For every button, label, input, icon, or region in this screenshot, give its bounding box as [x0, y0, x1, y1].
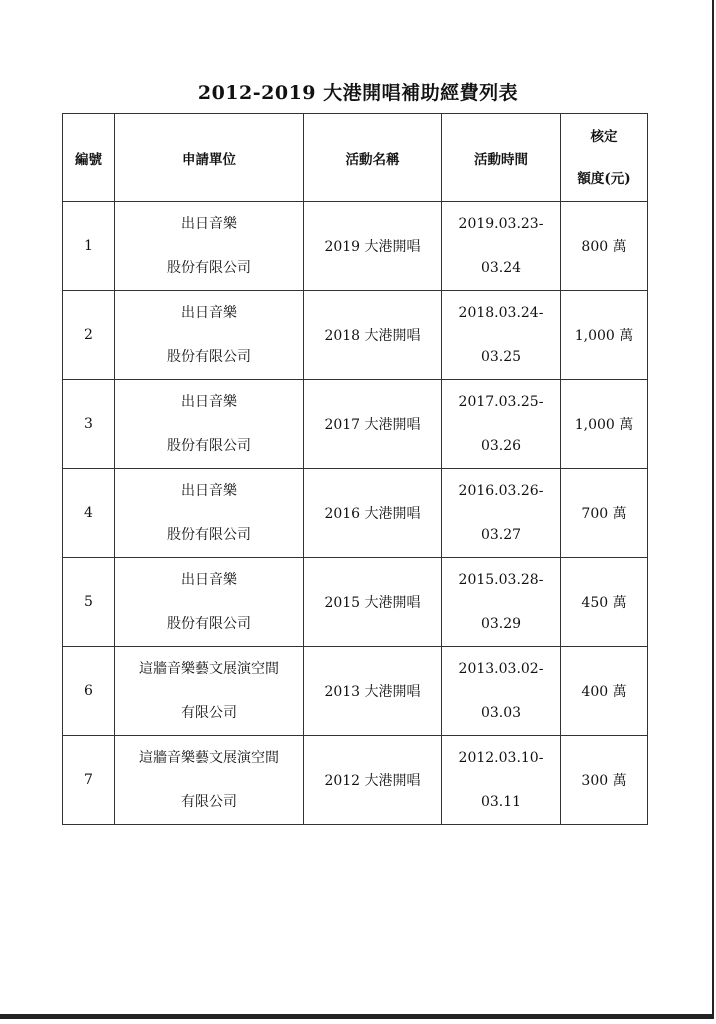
header-amount-line1: 核定: [590, 128, 618, 145]
cell-unit-line2: 股份有限公司: [167, 527, 251, 543]
cell-name: 2016 大港開唱: [304, 469, 442, 558]
header-unit: 申請單位: [115, 114, 304, 202]
cell-amount: 400 萬: [561, 647, 648, 736]
cell-amount: 300 萬: [561, 736, 648, 825]
cell-name: 2012 大港開唱: [304, 736, 442, 825]
cell-no: 5: [63, 558, 115, 647]
cell-time-line1: 2019.03.23-: [458, 216, 544, 232]
cell-no: 4: [63, 469, 115, 558]
cell-amount: 1,000 萬: [561, 291, 648, 380]
cell-time-line2: 03.24: [480, 260, 522, 276]
cell-unit-line1: 這牆音樂藝文展演空間: [139, 750, 279, 766]
cell-unit-line2: 股份有限公司: [167, 438, 251, 454]
cell-time-line2: 03.27: [480, 527, 522, 543]
cell-unit-line2: 有限公司: [181, 794, 237, 810]
cell-time-line1: 2018.03.24-: [458, 305, 544, 321]
cell-name: 2013 大港開唱: [304, 647, 442, 736]
header-time: 活動時間: [442, 114, 561, 202]
cell-unit-line1: 出日音樂: [181, 572, 237, 588]
cell-unit-line2: 有限公司: [181, 705, 237, 721]
cell-name: 2015 大港開唱: [304, 558, 442, 647]
cell-no: 3: [63, 380, 115, 469]
cell-unit-line2: 股份有限公司: [167, 260, 251, 276]
table-row: [63, 291, 648, 380]
cell-unit: [115, 736, 304, 825]
cell-unit-line1: 出日音樂: [181, 394, 237, 410]
table-row: [63, 380, 648, 469]
cell-time-line1: 2016.03.26-: [458, 483, 544, 499]
cell-time-line1: 2015.03.28-: [458, 572, 544, 588]
cell-name: 2019 大港開唱: [304, 202, 442, 291]
cell-no: 1: [63, 202, 115, 291]
cell-amount: 450 萬: [561, 558, 648, 647]
cell-amount: 700 萬: [561, 469, 648, 558]
cell-unit-line2: 股份有限公司: [167, 349, 251, 365]
cell-unit-line1: 出日音樂: [181, 483, 237, 499]
cell-time-line2: 03.11: [480, 794, 522, 810]
cell-amount: 800 萬: [561, 202, 648, 291]
cell-time: [442, 469, 561, 558]
table-header-row: [63, 114, 648, 202]
cell-unit-line1: 出日音樂: [181, 305, 237, 321]
cell-unit-line2: 股份有限公司: [167, 616, 251, 632]
cell-amount: 1,000 萬: [561, 380, 648, 469]
cell-time-line2: 03.03: [480, 705, 522, 721]
cell-unit: [115, 380, 304, 469]
table-row: [63, 469, 648, 558]
cell-time-line2: 03.25: [480, 349, 522, 365]
cell-no: 6: [63, 647, 115, 736]
cell-time: [442, 647, 561, 736]
table-row: [63, 558, 648, 647]
cell-time-line1: 2017.03.25-: [458, 394, 544, 410]
document-title: 2012-2019 大港開唱補助經費列表: [197, 82, 519, 104]
cell-unit: [115, 558, 304, 647]
funding-table: [62, 113, 648, 825]
cell-no: 7: [63, 736, 115, 825]
cell-unit: [115, 647, 304, 736]
cell-name: 2018 大港開唱: [304, 291, 442, 380]
cell-time-line1: 2012.03.10-: [458, 750, 544, 766]
cell-time: [442, 380, 561, 469]
cell-time-line1: 2013.03.02-: [458, 661, 544, 677]
cell-time: [442, 736, 561, 825]
cell-time: [442, 202, 561, 291]
cell-time: [442, 291, 561, 380]
cell-time-line2: 03.29: [480, 616, 522, 632]
table-row: [63, 202, 648, 291]
cell-unit: [115, 469, 304, 558]
cell-name: 2017 大港開唱: [304, 380, 442, 469]
cell-time: [442, 558, 561, 647]
cell-unit: [115, 202, 304, 291]
cell-unit-line1: 這牆音樂藝文展演空間: [139, 661, 279, 677]
table-row: [63, 647, 648, 736]
header-name: 活動名稱: [304, 114, 442, 202]
cell-unit: [115, 291, 304, 380]
header-no: 編號: [63, 114, 115, 202]
cell-unit-line1: 出日音樂: [181, 216, 237, 232]
cell-no: 2: [63, 291, 115, 380]
header-amount: [561, 114, 648, 202]
cell-time-line2: 03.26: [480, 438, 522, 454]
table-row: [63, 736, 648, 825]
header-amount-line2: 額度(元): [577, 170, 631, 187]
